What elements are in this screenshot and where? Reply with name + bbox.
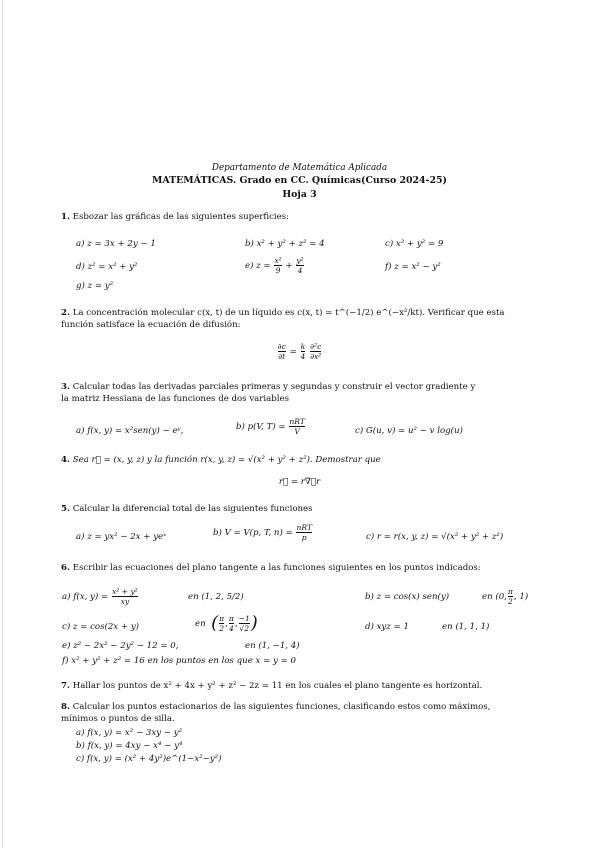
fraction-numerator: k — [300, 342, 306, 351]
problem-5-item-b — [213, 520, 313, 546]
fraction — [289, 417, 305, 436]
problem-6-item-a-point: en (1, 2, 5/2) — [188, 592, 244, 602]
fraction-denominator: V — [294, 427, 300, 436]
problem-2-text-line1: La concentración molecular c(x, t) de un líquido es c(x, t) = t^(−1/2) e^(−x²/kt). Verificar que esta — [72, 308, 505, 318]
problem-5-item-b-lhs: b) V = V(p, T, n) = — [213, 528, 293, 538]
fraction — [239, 614, 250, 633]
problem-8-item-c: c) f(x, y) = (x² + 4y²)e^(1−x²−y²) — [76, 754, 222, 764]
problem-5-number: 5. — [61, 504, 70, 514]
plus-sign: + — [285, 261, 293, 271]
fraction-denominator: xy — [120, 597, 130, 606]
fraction-numerator: π — [228, 614, 234, 623]
problem-8-statement — [61, 702, 490, 713]
fraction-denominator: 2 — [508, 597, 513, 606]
fraction-denominator: 4 — [228, 624, 234, 633]
fraction-denominator: √2 — [239, 624, 250, 633]
document-title: MATEMÁTICAS. Grado en CC. Químicas(Curso 2024-25) — [152, 175, 447, 186]
problem-1-item-e — [245, 256, 305, 276]
problem-7-statement — [61, 681, 482, 692]
problem-6-item-c: c) z = cos(2x + y) — [62, 622, 140, 632]
fraction-denominator: 4 — [300, 352, 306, 361]
problem-5-statement — [61, 504, 313, 515]
problem-8-item-b: b) f(x, y) = 4xy − x⁴ − y⁴ — [76, 741, 183, 751]
fraction-denominator: 9 — [275, 266, 281, 275]
problem-4-equation: r⃗ = r∇⃗r — [278, 477, 321, 487]
problem-3-text-line1: Calcular todas las derivadas parciales primeras y segundas y construir el vector gradiente y — [72, 382, 476, 392]
problem-8-item-a: a) f(x, y) = x² − 3xy − y² — [76, 728, 183, 738]
department-name: Departamento de Matemática Aplicada — [211, 163, 388, 173]
problem-2-text-line2: función satisface la ecuación de difusión: — [61, 320, 241, 330]
fraction — [508, 587, 513, 606]
problem-6-item-f: f) x² + y² + z² = 16 en los puntos en los que x = y = 0 — [62, 656, 297, 666]
fraction-denominator: ∂t — [278, 352, 286, 361]
fraction — [229, 614, 234, 633]
problem-8-text-line1: Calcular los puntos estacionarios de las siguientes funciones, clasificando estos como máximos, — [72, 702, 491, 712]
fraction — [219, 614, 224, 633]
fraction-numerator: ∂c — [277, 342, 286, 351]
sheet-number: Hoja 3 — [282, 189, 317, 200]
problem-6-item-e-point: en (1, −1, 4) — [245, 641, 300, 651]
en-label: en — [195, 619, 206, 629]
fraction — [278, 342, 286, 361]
problem-8-text-line2: mínimos o puntos de silla. — [61, 714, 175, 724]
en-label: en — [482, 592, 493, 602]
fraction-denominator: ∂x² — [310, 352, 322, 361]
problem-3-item-b-lhs: b) p(V, T) = — [236, 422, 286, 432]
problem-3-statement — [61, 382, 475, 393]
problem-1-number: 1. — [61, 212, 70, 222]
problem-6-item-d: d) xyz = 1 — [365, 622, 409, 632]
paren-open: ( — [211, 612, 219, 634]
problem-4-number: 4. — [61, 455, 70, 465]
problem-1-statement — [61, 212, 289, 223]
paren-close: ) — [250, 612, 258, 634]
fraction — [112, 587, 138, 606]
problem-6-item-e: e) z² − 2x² − 2y² − 12 = 0, — [62, 641, 179, 651]
problem-7-text: Hallar los puntos de x² + 4x + y² + z² − 2z = 11 en los cuales el plano tangente es horizontal. — [72, 681, 483, 691]
problem-3-number: 3. — [61, 382, 70, 392]
diffusion-equation — [0, 340, 599, 364]
problem-6-text: Escribir las ecuaciones del plano tangente a las funciones siguientes en los puntos indicados: — [72, 563, 481, 573]
problem-6-item-b-point — [482, 584, 528, 610]
problem-6-item-a — [62, 584, 139, 610]
problem-1-item-e-lhs: e) z = — [245, 261, 271, 271]
problem-2-statement — [61, 308, 505, 319]
problem-4-text: Sea r⃗ = (x, y, z) y la función r(x, y, z) = √(x² + y² + z²). Demostrar que — [72, 455, 381, 465]
problem-1-item-c: c) x² + y² = 9 — [385, 239, 444, 249]
fraction-numerator: π — [507, 587, 513, 596]
problem-2-number: 2. — [61, 308, 70, 318]
problem-5-text: Calcular la diferencial total de las siguientes funciones — [72, 504, 313, 514]
point-close: , 1) — [513, 592, 529, 602]
problem-3-item-b — [236, 414, 306, 440]
problem-6-number: 6. — [61, 563, 70, 573]
fraction-denominator: p — [301, 533, 307, 542]
point-open: (0, — [495, 592, 507, 602]
problem-7-number: 7. — [61, 681, 70, 691]
fraction-denominator: 4 — [297, 266, 303, 275]
problem-3-item-a: a) f(x, y) = x²sen(y) − eʸ, — [76, 426, 184, 436]
problem-6-statement — [61, 563, 481, 574]
problem-6-item-a-lhs: a) f(x, y) = — [62, 592, 109, 602]
equals-sign: = — [289, 347, 297, 357]
problem-3-item-c: c) G(u, v) = u² − v log(u) — [355, 426, 463, 436]
problem-1-item-b: b) x² + y² + z² = 4 — [245, 239, 325, 249]
problem-1-item-g: g) z = y² — [76, 281, 114, 291]
fraction-denominator: 2 — [219, 624, 225, 633]
fraction-numerator: y² — [296, 256, 304, 265]
fraction-numerator: π — [219, 614, 225, 623]
problem-1-item-d: d) z² = x² + y² — [76, 262, 138, 272]
fraction-numerator: x² + y² — [111, 587, 138, 596]
fraction — [301, 342, 306, 361]
problem-6-item-c-point: en ( $\frac{\pi}{2}$ , $\frac{\pi}{4}$ , $\frac{-1}{√2}$ ) — [195, 612, 258, 634]
fraction-numerator: ∂²c — [310, 342, 322, 351]
fraction — [310, 342, 321, 361]
problem-6-item-d-point: en (1, 1, 1) — [442, 622, 490, 632]
problem-6-item-b: b) z = cos(x) sen(y) — [365, 592, 450, 602]
problem-3-text-line2: la matriz Hessiana de las funciones de dos variables — [61, 394, 290, 404]
problem-4-statement — [61, 455, 381, 466]
fraction-numerator: nRT — [289, 417, 305, 426]
problem-8-number: 8. — [61, 702, 70, 712]
problem-1-text: Esbozar las gráficas de las siguientes superficies: — [72, 212, 290, 222]
problem-1-item-a: a) z = 3x + 2y − 1 — [76, 239, 156, 249]
problem-5-item-a: a) z = yx² − 2x + yeˣ — [76, 532, 167, 542]
fraction — [296, 256, 303, 275]
problem-1-item-f: f) z = x² − y² — [385, 262, 441, 272]
fraction — [274, 256, 281, 275]
fraction-numerator: −1 — [238, 614, 250, 623]
problem-5-item-c: c) r = r(x, y, z) = √(x² + y² + z²) — [366, 532, 504, 542]
fraction-numerator: nRT — [296, 523, 313, 532]
fraction-numerator: x² — [274, 256, 282, 265]
fraction — [296, 523, 312, 542]
